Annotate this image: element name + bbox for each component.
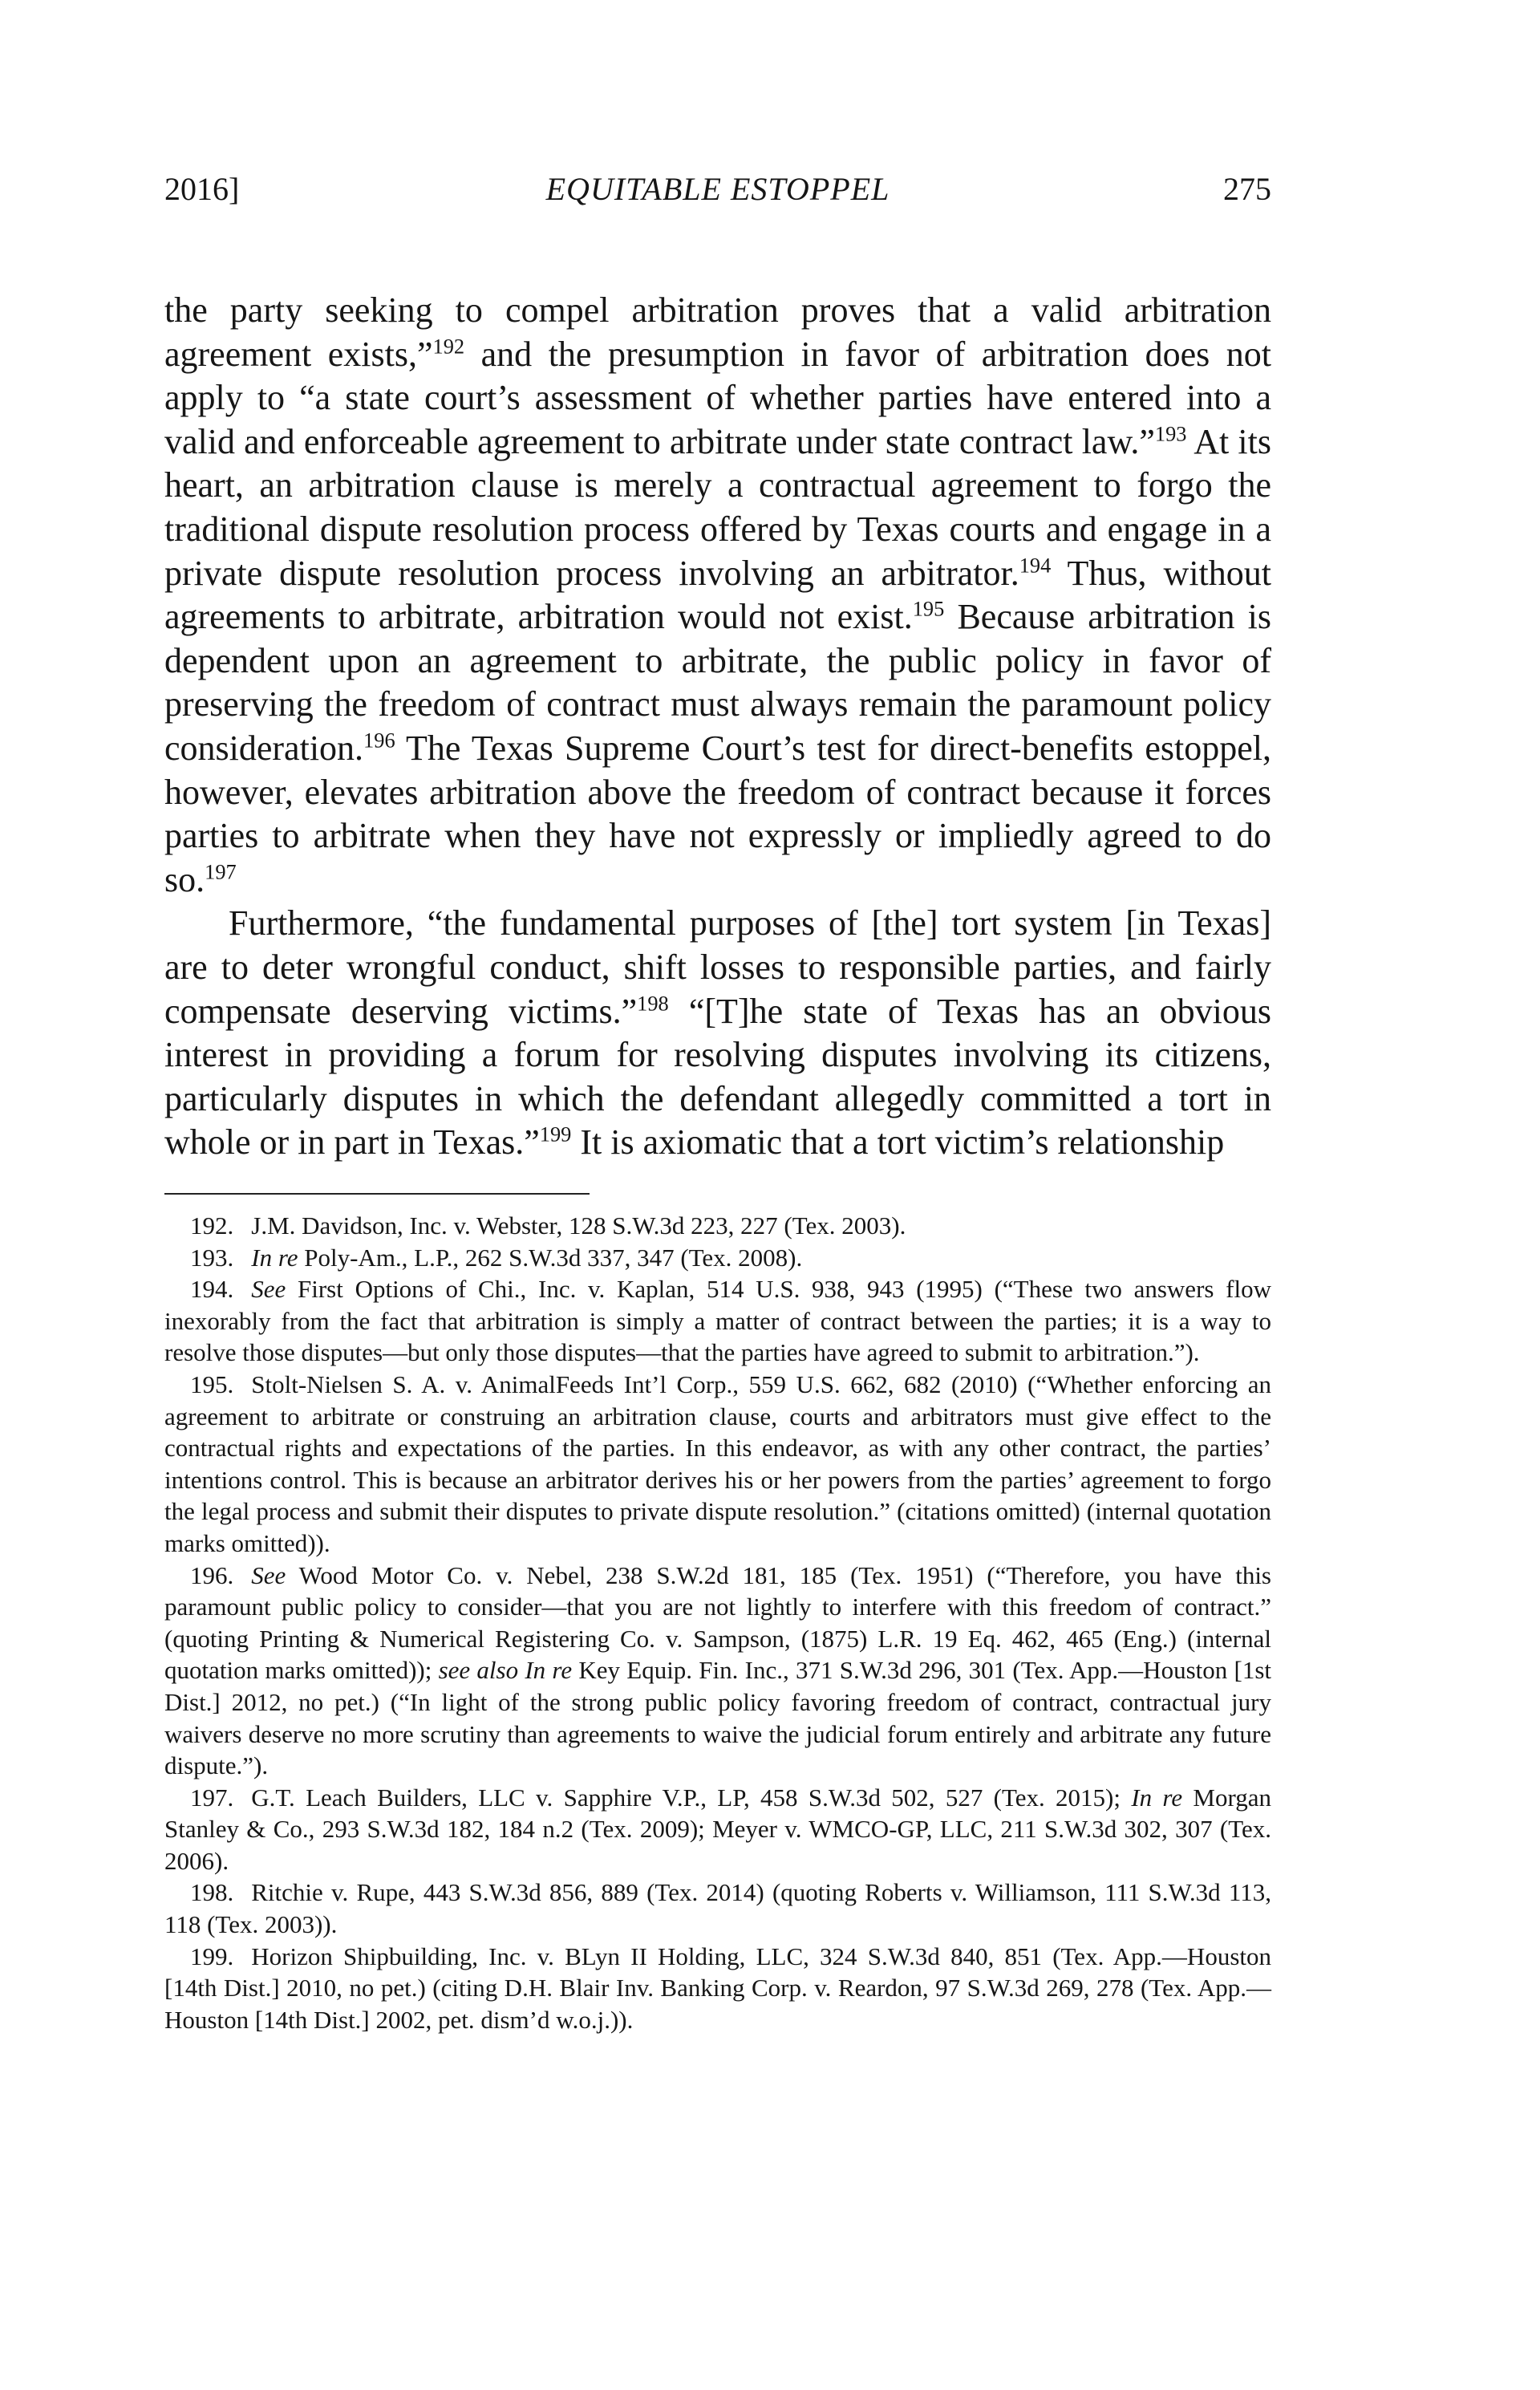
footnote-number: 195. [190,1369,234,1398]
footnote-number: 197. [190,1783,234,1812]
footnote-195 [164,1369,1271,1560]
text-run: Thus, without agreements to arbitrate, arbitration would not exist. [164,553,1272,637]
paragraph-2 [164,902,1271,1165]
header-title: EQUITABLE ESTOPPEL [545,171,890,207]
text-run: At its heart, an arbitration clause is merely a contractual agreement to forgo the traditional dispute resolution process offered by Texas courts and engage in a private dispute resolution process involving an arbitrator. [164,421,1271,593]
footnote-198 [164,1877,1271,1940]
footnote-192 [164,1210,1271,1242]
footnote-ref-192: 192 [432,333,465,358]
footnote-text: Key Equip. Fin. Inc., 371 S.W.3d 296, 301 (Tex. App.—Houston [1st Dist.] 2012, no pet.) (“In light of the strong public policy favoring freedom of contract, contractual jury waivers deserve no more scrutiny than agreements to waive the judicial forum entirely and arbitrate any future dispute.”). [164,1656,1271,1780]
footnote-ref-194: 194 [1019,552,1052,577]
text-run: the party seeking to compel arbitration proves that a valid arbitration agreement exists,” [164,290,1271,374]
footnote-text: Horizon Shipbuilding, Inc. v. BLyn II Holding, LLC, 324 S.W.3d 840, 851 (Tex. App.—Houston [14th Dist.] 2010, no pet.) (citing D.H. Blair Inv. Banking Corp. v. Reardon, 97 S.W.3d 269, 278 (Tex. App.—Houston [14th Dist.] 2002, pet. dism’d w.o.j.)). [164,1942,1271,2034]
citation-signal: See [251,1275,286,1304]
footnote-199 [164,1941,1271,2036]
header-year: 2016] [164,171,240,207]
footnote-number: 198. [190,1878,234,1907]
text-run: Because arbitration is dependent upon an agreement to arbitrate, the public policy in favor of preserving the freedom of contract must always remain the paramount policy consideration. [164,597,1271,768]
footnote-number: 199. [190,1942,234,1970]
main-text [164,289,1271,1165]
citation-signal: see also In re [438,1656,573,1685]
footnote-ref-193: 193 [1154,421,1187,446]
footnote-ref-195: 195 [912,596,945,621]
footnote-number: 193. [190,1243,234,1272]
footnote-text: G.T. Leach Builders, LLC v. Sapphire V.P., LP, 458 S.W.3d 502, 527 (Tex. 2015); [251,1783,1132,1812]
citation-signal: In re [251,1243,298,1272]
footnote-text: Stolt-Nielsen S. A. v. AnimalFeeds Int’l Corp., 559 U.S. 662, 682 (2010) (“Whether enforcing an agreement to arbitrate or construing an arbitration clause, courts and arbitrators must give effect to the contractual rights and expectations of the parties. In this endeavor, as with any other contract, the parties’ intentions control. This is because an arbitrator derives his or her powers from the parties’ agreement to forgo the legal process and submit their disputes to private dispute resolution.” (citations omitted) (internal quotation marks omitted)). [164,1369,1271,1557]
citation-signal: In re [1131,1783,1183,1812]
paragraph-1 [164,289,1271,902]
running-header [164,170,1271,218]
footnote-text: Poly-Am., L.P., 262 S.W.3d 337, 347 (Tex. 2008). [298,1243,803,1272]
footnote-text: J.M. Davidson, Inc. v. Webster, 128 S.W.3d 223, 227 (Tex. 2003). [251,1211,906,1240]
footnote-ref-199: 199 [539,1122,572,1146]
footnote-number: 196. [190,1560,234,1589]
text-run: and the presumption in favor of arbitration does not apply to “a state court’s assessment of whether parties have entered into a valid and enforceable agreement to arbitrate under state contract law.” [164,334,1271,461]
footnote-194 [164,1273,1271,1369]
text-run: Furthermore, “the fundamental purposes of [the] tort system [in Texas] are to deter wrongful conduct, shift losses to responsible parties, and fairly compensate deserving victims.” [164,903,1271,1031]
footnote-text: First Options of Chi., Inc. v. Kaplan, 514 U.S. 938, 943 (1995) (“These two answers flow inexorably from the fact that arbitration is simply a matter of contract between the parties; it is a way to resolve those disputes—but only those disputes—that the parties have agreed to submit to arbitration.”). [164,1275,1271,1367]
footnote-197 [164,1782,1271,1877]
footnote-193 [164,1242,1271,1274]
text-run: “[T]he state of Texas has an obvious interest in providing a forum for resolving disputes involving its citizens, particularly disputes in which the defendant allegedly committed a tort in whole or in part in Texas.” [164,991,1271,1163]
footnote-ref-197: 197 [205,859,237,884]
text-run: It is axiomatic that a tort victim’s relationship [571,1122,1225,1163]
footnote-divider [164,1193,590,1195]
footnote-ref-196: 196 [363,728,395,753]
footnote-196 [164,1560,1271,1782]
footnote-number: 194. [190,1275,234,1304]
footnotes [164,1210,1271,2035]
footnote-ref-198: 198 [637,990,669,1015]
footnote-number: 192. [190,1211,234,1240]
text-run: The Texas Supreme Court’s test for direct-benefits estoppel, however, elevates arbitration above the freedom of contract because it forces parties to arbitrate when they have not expressly or impliedly agreed to do so. [164,728,1271,899]
page-number: 275 [1223,171,1271,207]
footnote-text: Wood Motor Co. v. Nebel, 238 S.W.2d 181, 185 (Tex. 1951) (“Therefore, you have this paramount public policy to consider—that you are not lightly to interfere with this freedom of contract.” (quoting Printing & Numerical Registering Co. v. Sampson, (1875) L.R. 19 Eq. 462, 465 (Eng.) (internal quotation marks omitted)); [164,1560,1271,1685]
footnote-text: Ritchie v. Rupe, 443 S.W.3d 856, 889 (Tex. 2014) (quoting Roberts v. Williamson, 111 S.W.3d 113, 118 (Tex. 2003)). [164,1878,1271,1939]
footnote-text: Morgan Stanley & Co., 293 S.W.3d 182, 184 n.2 (Tex. 2009); Meyer v. WMCO-GP, LLC, 211 S.W.3d 302, 307 (Tex. 2006). [164,1783,1271,1875]
citation-signal: See [251,1560,286,1589]
